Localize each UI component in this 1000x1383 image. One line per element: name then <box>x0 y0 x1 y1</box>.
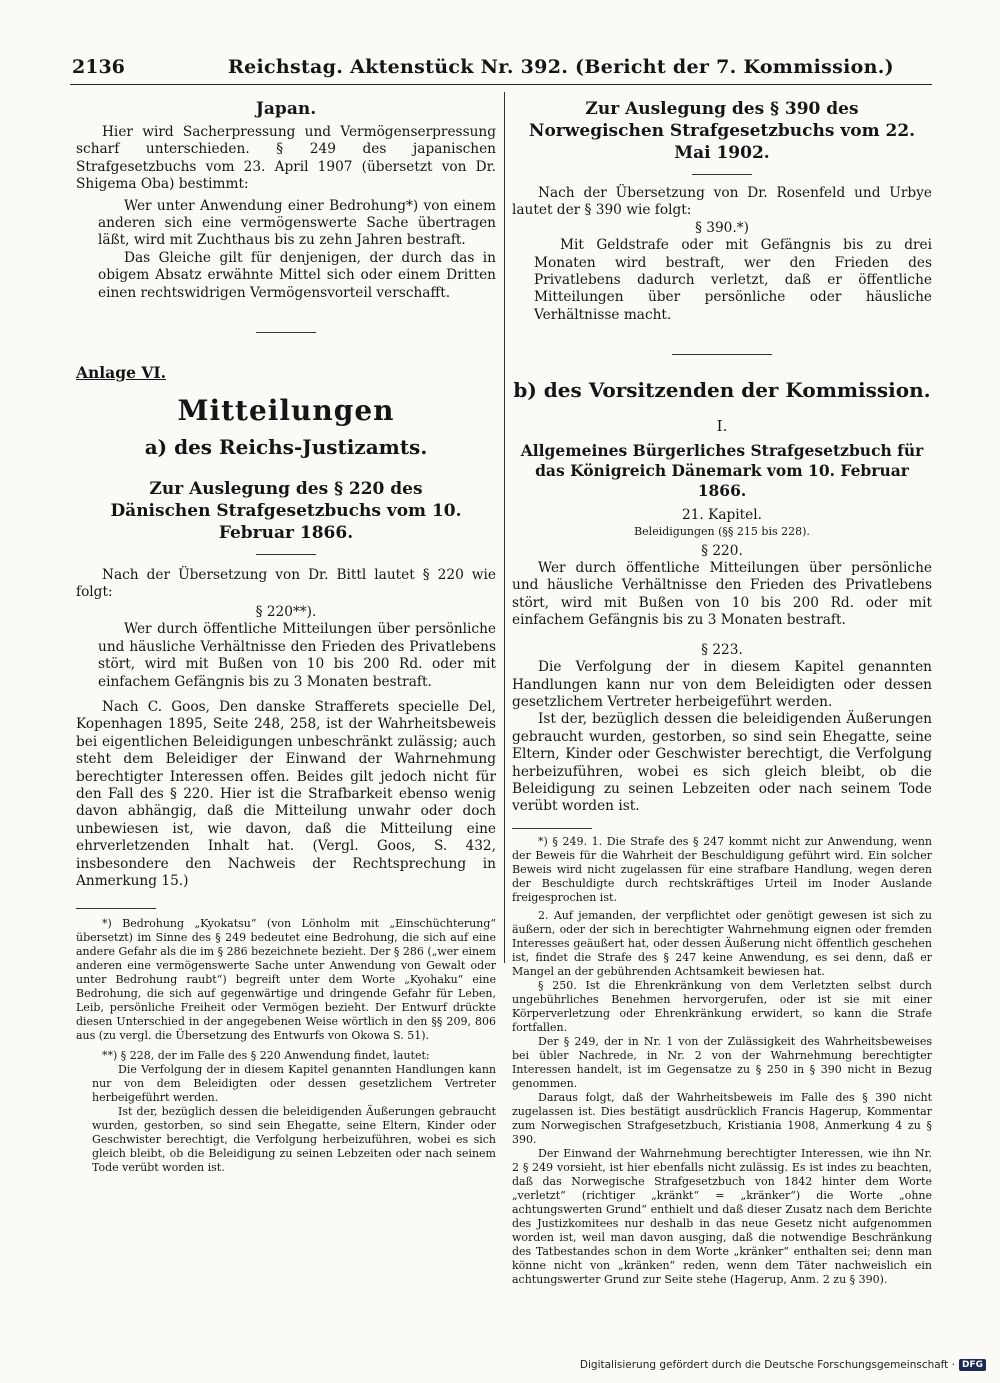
footnote-2-quote-2: Ist der, bezüglich dessen die beleidigenden Äußerungen gebraucht wurden, gestorben, so sind sein Ehegatte, seine Eltern, Kinder oder Geschwister berechtigt, die Verfolgung herbeizuführen, wobei es sich gleich bleibt, ob die Beleidigung zu seinen Lebzeiten oder nach seinem Tode verübt worden ist. <box>92 1105 496 1175</box>
footnote-b: 2. Auf jemanden, der verpflichtet oder genötigt gewesen ist sich zu äußern, oder der sich in berechtigter Wahrnehmung eignen oder fremden Interesses geäußert hat, oder dessen Äußerung nicht öffentlich geschehen ist, findet die Strafe des § 247 keine Anwendung, es sei denn, daß er Mangel an der gebührenden Achtsamkeit bewiesen hat. <box>512 908 932 978</box>
japan-quote-1: Wer unter Anwendung einer Bedrohung*) von einem anderen sich eine vermögenswerte Sache übertragen läßt, wird mit Zuchthaus bis zu zehn Jahren bestraft. <box>98 197 496 249</box>
roman-numeral: I. <box>716 417 728 436</box>
chapter-subtitle: Beleidigungen (§§ 215 bis 228). <box>634 524 810 538</box>
heading-rule <box>692 174 752 175</box>
paragraph-223-mark: § 223. <box>701 641 743 658</box>
section-rule <box>672 354 772 355</box>
credit-text: Digitalisierung gefördert durch die Deutsche Forschungsgemeinschaft · <box>579 1359 955 1371</box>
norwegian-quote: Mit Geldstrafe oder mit Gefängnis bis zu drei Monaten wird bestraft, wer den Frieden des Privatlebens dadurch verletzt, daß er öffentliche Mitteilungen über persönliche oder häusliche Verhältnisse macht. <box>534 237 932 323</box>
goos-paragraph: Nach C. Goos, Den danske Strafferets specielle Del, Kopenhagen 1895, Seite 248, 258, ist der Wahrheitsbeweis bei eigentlichen Beleidigungen unbeschränkt zulässig; auch steht dem Beleidiger der Einwand der Wahrnehmung berechtigter Interessen offen. Beides gilt jedoch nicht für den Fall des § 220. Hier ist die Strafbarkeit ebenso wenig davon abhängig, daß die Mitteilung unwahr oder doch unbewiesen ist, wie davon, daß die Mitteilung eine ehrverletzenden Inhalt hat. (Vergl. Goos, S. 432, insbesondere den Nachweis der Rechtsprechung in Anmerkung 15.) <box>76 698 496 889</box>
norwegian-intro: Nach der Übersetzung von Dr. Rosenfeld und Urbye lautet der § 390 wie folgt: <box>512 185 932 219</box>
danish-quote: Wer durch öffentliche Mitteilungen über persönliche und häusliche Verhältnisse den Frieden des Privatlebens stört, wird mit Bußen von 10 bis 200 Rd. oder mit einfachem Gefängnis bis zu 3 Monaten bestraft. <box>98 621 496 690</box>
paragraph-223-text-1: Die Verfolgung der in diesem Kapitel genannten Handlungen kann nur von dem Beleidigten oder dessen gesetzlichem Vertreter herbeigeführt werden. <box>512 659 932 710</box>
danish-paragraph-mark: § 220**). <box>255 603 317 620</box>
footnote-2-quote-1: Die Verfolgung der in diesem Kapitel genannten Handlungen kann nur von dem Beleidigten oder dessen gesetzlichem Vertreter herbeigeführt werden. <box>92 1063 496 1105</box>
right-column <box>512 92 932 1287</box>
paragraph-220-mark: § 220. <box>701 542 743 559</box>
column-divider <box>504 92 505 963</box>
page-header <box>68 50 934 80</box>
footnote-a: *) § 249. 1. Die Strafe des § 247 kommt nicht zur Anwendung, wenn der Beweis für die Wahrheit der Beschuldigung geführt wird. Ein solcher Beweis wird nicht zugelassen für eine strafbare Handlung, wegen deren der Beschuldigte durch rechtskräftiges Urteil im Inoder Auslande freigesprochen ist. <box>512 834 932 904</box>
danish-heading: Zur Auslegung des § 220 des Dänischen Strafgesetzbuchs vom 10. Februar 1866. <box>110 479 462 544</box>
danish-code-heading: Allgemeines Bürgerliches Strafgesetzbuch für das Königreich Dänemark vom 10. Februar 1866. <box>520 441 924 501</box>
left-column <box>76 92 496 1175</box>
norwegian-paragraph-mark: § 390.*) <box>695 219 749 236</box>
page-number: 2136 <box>72 56 125 78</box>
japan-heading: Japan. <box>255 99 317 119</box>
footnote-1: *) Bedrohung „Kyokatsu“ (von Lönholm mit „Einschüchterung“ übersetzt) im Sinne des § 249 bedeutet eine Bedrohung, die sich auf eine andere Gefahr als die im § 286 bezeichnete bezieht. Der § 286 („wer einem anderen eine vermögenswerte Sache unter Anwendung von Gewalt oder unter Bedrohung raubt“) begreift unter dem Worte „Kyohaku“ eine Bedrohung, die sich auf gegenwärtige und dringende Gefahr für Leben, Leib, persönliche Freiheit oder Vermögen bezieht. Der Entwurf drückte diesen Unterschied in der angegebenen Weise wörtlich in den §§ 209, 806 aus (zu vergl. die Übersetzung des Entwurfs von Okowa S. 51). <box>76 917 496 1043</box>
section-rule <box>256 332 316 333</box>
footnote-f: Der Einwand der Wahrnehmung berechtigter Interessen, wie ihn Nr. 2 § 249 vorsieht, ist hier ebenfalls nicht zulässig. Es ist indes zu beachten, daß das Norwegische Strafgesetzbuch von 1842 hinter dem Worte „verletzt“ (richtiger „kränkt“ = „kränker“) die Worte „ohne achtungswerten Grund“ enthielt und daß dieser Zusatz nach dem Berichte des Justizkomitees nur deshalb in das neue Gesetz nicht aufgenommen worden ist, weil man davon ausging, daß die notwendige Beschränkung des Tatbestandes schon in dem Worte „kränker“ enthalten sei; denn man könne nicht von „kränken“ reden, wenn dem Täter nachweislich ein achtungswerter Grund zur Seite stehe (Hagerup, Anm. 2 zu § 390). <box>512 1146 932 1286</box>
danish-intro: Nach der Übersetzung von Dr. Bittl lautet § 220 wie folgt: <box>76 567 496 601</box>
digitization-credit <box>580 1359 986 1371</box>
footnote-e: Daraus folgt, daß der Wahrheitsbeweis im Falle des § 390 nicht zugelassen ist. Dies bestätigt ausdrücklich Francis Hagerup, Kommentar zum Norwegischen Strafgesetzbuch, Kristiania 1908, Anmerkung 4 zu § 390. <box>512 1090 932 1146</box>
section-b-heading: b) des Vorsitzenden der Kommission. <box>513 378 931 403</box>
mitteilungen-heading: Mitteilungen <box>177 394 395 428</box>
anlage-label: Anlage VI. <box>76 363 166 383</box>
running-title: Reichstag. Aktenstück Nr. 392. (Bericht der 7. Kommission.) <box>228 56 894 78</box>
footnote-c: § 250. Ist die Ehrenkränkung von dem Verletzten selbst durch ungebührliches Benehmen hervorgerufen, oder ist sie mit einer Körperverletzung oder Ehrenkränkung erwidert, so kann die Strafe fortfallen. <box>512 978 932 1034</box>
heading-rule <box>256 554 316 555</box>
footnote-rule <box>512 828 592 829</box>
dfg-logo: DFG <box>959 1359 986 1371</box>
paragraph-220-text: Wer durch öffentliche Mitteilungen über persönliche und häusliche Verhältnisse den Frieden des Privatlebens stört, wird mit Bußen von 10 bis 200 Rd. oder mit einfachem Gefängnis bis zu 3 Monaten bestraft. <box>512 560 932 629</box>
norwegian-heading: Zur Auslegung des § 390 des Norwegischen Strafgesetzbuchs vom 22. Mai 1902. <box>528 99 916 163</box>
footnote-d: Der § 249, der in Nr. 1 von der Zulässigkeit des Wahrheitsbeweises bei übler Nachrede, in Nr. 2 von der Wahrnehmung berechtigter Interessen handelt, ist im Gegensatze zu § 250 in § 390 nicht in Bezug genommen. <box>512 1034 932 1090</box>
footnote-2-intro: **) § 228, der im Falle des § 220 Anwendung findet, lautet: <box>102 1049 430 1063</box>
paragraph-223-text-2: Ist der, bezüglich dessen die beleidigenden Äußerungen gebraucht wurden, gestorben, so sind sein Ehegatte, seine Eltern, Kinder oder Geschwister berechtigt, die Verfolgung herbeizuführen, wobei es sich gleich bleibt, ob die Beleidigung zu seinen Lebzeiten oder nach seinem Tode verübt worden ist. <box>512 711 932 815</box>
chapter-label: 21. Kapitel. <box>682 507 762 524</box>
header-rule <box>70 84 932 85</box>
section-a-heading: a) des Reichs-Justizamts. <box>144 435 428 460</box>
footnote-rule <box>76 908 156 909</box>
japan-quote-2: Das Gleiche gilt für denjenigen, der durch das in obigem Absatz erwähnte Mittel sich oder einem Dritten einen rechtswidrigen Vermögensvorteil verschafft. <box>98 249 496 301</box>
japan-intro: Hier wird Sacherpressung und Vermögenserpressung scharf unterschieden. § 249 des japanischen Strafgesetzbuchs vom 23. April 1907 (übersetzt von Dr. Shigema Oba) bestimmt: <box>76 124 496 193</box>
